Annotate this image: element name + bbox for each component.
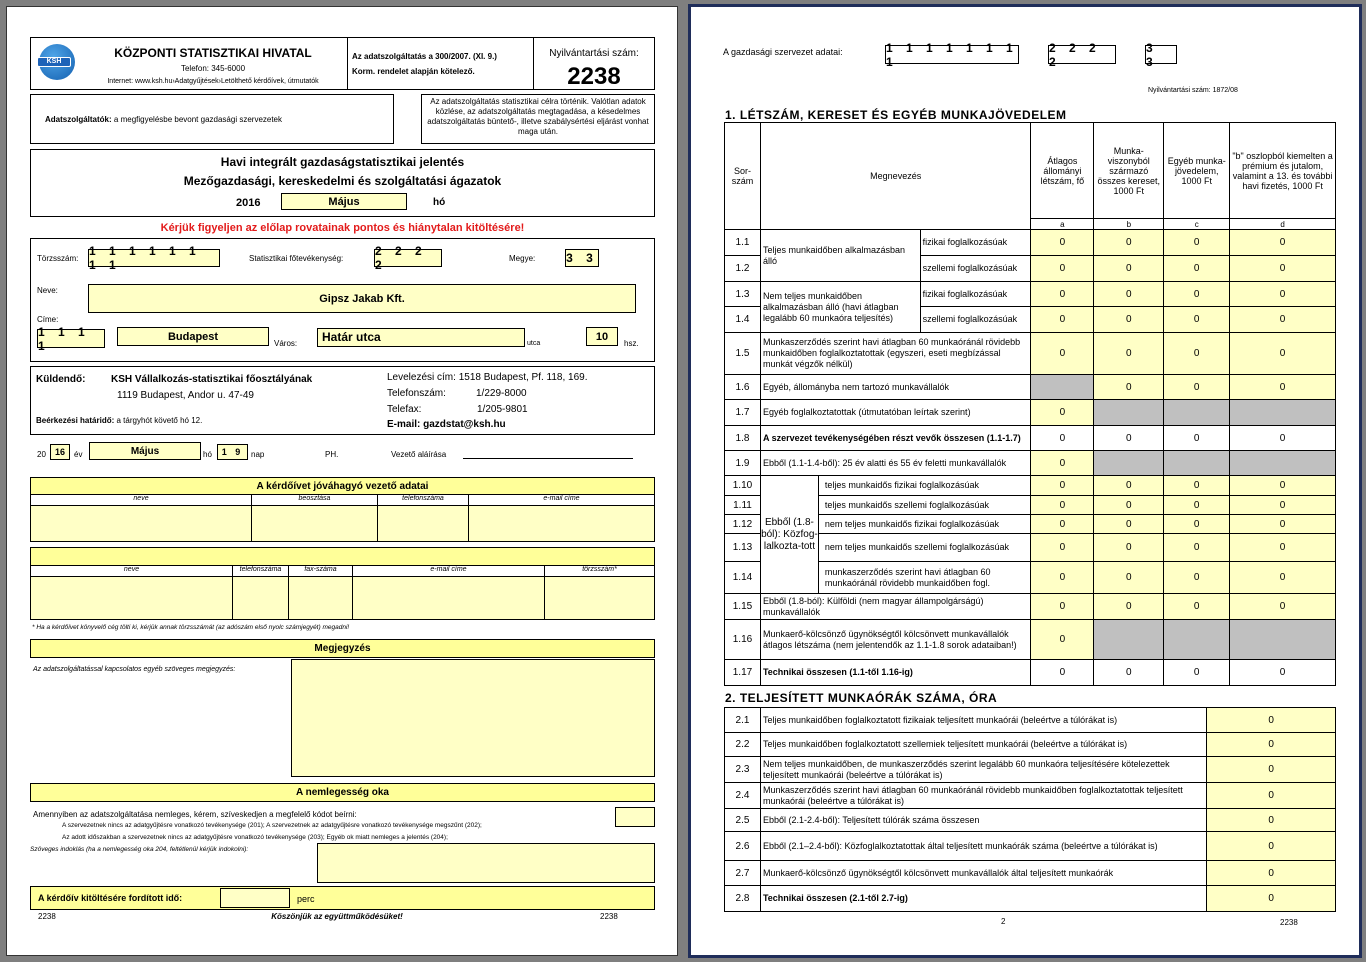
filler-col-fax: fax-száma [289, 566, 353, 577]
table-row [725, 861, 1336, 886]
date-month-label: hó [203, 450, 212, 459]
table-row [725, 886, 1336, 912]
filler-col-torzsszam: törzsszám* [545, 566, 654, 577]
approver-col-name: neve [31, 495, 252, 506]
sender-phone-label: Telefonszám: [387, 388, 446, 399]
cell-a[interactable]: 0 [1031, 620, 1094, 660]
cell-b[interactable]: 0 [1094, 256, 1164, 282]
row-label: Munkaszerződés szerint havi átlagban 60 munkaóránál rövidebb munkaidőben foglalkoztatottak (egyszeri, eseti megbízással munkát végzők nélkül) [760, 333, 1030, 375]
header-col-d: "b" oszlopból kiemelten a prémium és jutalom, valamint a 13. és további havi fizetés, 1000 Ft [1230, 123, 1336, 219]
row-number: 1.4 [725, 307, 761, 333]
approver-table [30, 494, 655, 542]
providers-box [30, 94, 394, 144]
row-number: 1.11 [725, 496, 761, 515]
section2-title: 2. TELJESÍTETT MUNKAÓRÁK SZÁMA, ÓRA [725, 691, 998, 705]
cell-d[interactable]: 0 [1230, 375, 1336, 400]
cell-a[interactable]: 0 [1031, 476, 1094, 496]
filler-col-phone: telefonszáma [233, 566, 289, 577]
row-number: 2.4 [725, 783, 761, 809]
nil-codes-1: A szervezetnek nincs az adatgyűjtésre vonatkozó tevékenysége (201); A szervezetnek az adatgyűjtésre vonatkozó tevékenysége megszűnt (202); [62, 822, 482, 829]
activity-label: Statisztikai főtevékenység: [249, 254, 344, 263]
legal-line-2: Korm. rendelet alapján kötelező. [352, 67, 475, 76]
approver-col-phone: telefonszáma [378, 495, 469, 506]
cell-b: 0 [1094, 660, 1164, 686]
hours-value-cell[interactable]: 0 [1207, 783, 1336, 809]
row-number: 1.14 [725, 562, 761, 594]
cell-b[interactable]: 0 [1094, 282, 1164, 307]
row-label: Egyéb, állományba nem tartozó munkavállalók [760, 375, 1030, 400]
table-row [725, 476, 1336, 496]
date-year-label: év [74, 450, 83, 459]
date-year-field[interactable]: 16 [50, 444, 70, 460]
cell-d: 0 [1230, 660, 1336, 686]
filler-footnote: * Ha a kérdőívet könyvelő cég tölti ki, kérjük annak törzsszámát (az adószám első nyolc számjegyét) megadni! [32, 624, 350, 631]
table-row [725, 594, 1336, 620]
date-prefix: 20 [37, 450, 46, 459]
org-name: KÖZPONTI STATISZTIKAI HIVATAL [114, 46, 312, 60]
row-sub-label: nem teljes munkaidős fizikai foglalkozásúak [818, 515, 1031, 534]
date-day-label: nap [251, 450, 265, 459]
torzsszam-label: Törzsszám: [37, 254, 79, 263]
row-label: Ebből (2.1-2.4-ből): Teljesített túlórák száma összesen [760, 809, 1206, 832]
approver-col-position: beosztása [252, 495, 378, 506]
table-row [725, 733, 1336, 757]
cell-c[interactable]: 0 [1164, 476, 1230, 496]
cell-c-disabled [1164, 451, 1230, 476]
approver-col-email: e-mail címe [469, 495, 654, 506]
form-page-1 [6, 6, 678, 956]
cell-d[interactable]: 0 [1230, 476, 1336, 496]
remark-title: Megjegyzés [30, 639, 655, 658]
sender-fax: 1/205-9801 [477, 404, 528, 415]
deadline-label: Beérkezési határidő: [36, 416, 115, 425]
county-field[interactable]: 3 3 [566, 251, 598, 265]
cell-a[interactable]: 0 [1031, 307, 1094, 333]
row-label: Ebből (1.1-1.4-ből): 25 év alatti és 55 év feletti munkavállalók [760, 451, 1030, 476]
row-label: Nem teljes munkaidőben, de munkaszerződés szerint legalább 60 munkaóra teljesítésére kötelezettek teljesített munkaórái (beleértve a túlórákat is) [760, 757, 1206, 783]
cell-d-disabled [1230, 451, 1336, 476]
p2-footer-number: 2238 [1280, 918, 1298, 927]
row-label: Munkaerő-kölcsönző ügynökségtől kölcsönvett munkavállalók által teljesített munkaórák [760, 861, 1206, 886]
activity-field[interactable]: 2 2 2 2 [374, 249, 442, 267]
hours-value-cell[interactable]: 0 [1207, 708, 1336, 733]
cell-b[interactable]: 0 [1094, 534, 1164, 562]
p2-registration: Nyilvántartási szám: 1872/08 [1148, 87, 1238, 94]
row-sub-label: munkaszerződés szerint havi átlagban 60 munkaóránál rövidebb munkaidőben fogl. [818, 562, 1031, 594]
row-label: Technikai összesen (2.1-től 2.7-ig) [760, 886, 1206, 912]
filler-name-input[interactable] [31, 577, 233, 619]
cell-a[interactable]: 0 [1031, 230, 1094, 256]
address-label: Címe: [37, 315, 59, 324]
table-row [725, 230, 1336, 256]
hours-value-cell[interactable]: 0 [1207, 861, 1336, 886]
row-group-label: Teljes munkaidőben alkalmazásban álló [760, 230, 920, 282]
cell-d[interactable]: 0 [1230, 230, 1336, 256]
nil-reason-input[interactable] [317, 843, 655, 883]
postal-address: Levelezési cím: 1518 Budapest, Pf. 118, 169. [387, 372, 588, 383]
p2-torzsszam: 1 1 1 1 1 1 1 1 [886, 40, 1018, 69]
cell-c[interactable]: 0 [1164, 230, 1230, 256]
p2-page-number: 2 [1001, 917, 1006, 926]
row-number: 2.3 [725, 757, 761, 783]
cell-c-disabled [1164, 620, 1230, 660]
row-number: 1.3 [725, 282, 761, 307]
row-number: 1.9 [725, 451, 761, 476]
row-number: 1.13 [725, 534, 761, 562]
cell-c: 0 [1164, 426, 1230, 451]
cell-b[interactable]: 0 [1094, 230, 1164, 256]
zip-field[interactable]: 1 1 1 1 [37, 329, 105, 348]
cell-b[interactable]: 0 [1094, 515, 1164, 534]
county-label: Megye: [509, 254, 536, 263]
nil-codes-2: Az adott időszakban a szervezetnek nincs az adatgyűjtésre vonatkozó tevékenysége (203); Egyéb ok miatt nemleges a jelentés (204); [62, 834, 448, 841]
cell-d-disabled [1230, 620, 1336, 660]
row-sub-label: fizikai foglalkozásúak [920, 230, 1031, 256]
remark-input[interactable] [291, 659, 655, 777]
cell-a-disabled [1031, 375, 1094, 400]
row-sub-label: teljes munkaidős fizikai foglalkozásúak [818, 476, 1031, 496]
filler-title [30, 547, 655, 566]
cell-d: 0 [1230, 426, 1336, 451]
row-label: Technikai összesen (1.1-től 1.16-ig) [760, 660, 1030, 686]
ph-label: PH. [325, 450, 339, 459]
table-row [725, 620, 1336, 660]
row-number: 1.7 [725, 400, 761, 426]
org-internet: Internet: www.ksh.hu›Adatgyűjtések›Letölthető kérdőívek, útmutatók [107, 78, 319, 85]
cell-c[interactable]: 0 [1164, 515, 1230, 534]
filler-fax-input[interactable] [289, 577, 353, 619]
sender-address: 1119 Budapest, Andor u. 47-49 [117, 390, 254, 401]
header-col-a: Átlagos állományi létszám, fő [1031, 123, 1094, 219]
row-sub-label: fizikai foglalkozásúak [920, 282, 1031, 307]
cell-c[interactable]: 0 [1164, 256, 1230, 282]
cell-a[interactable]: 0 [1031, 333, 1094, 375]
col-letter-a: a [1031, 219, 1094, 230]
cell-b[interactable]: 0 [1094, 375, 1164, 400]
cell-d[interactable]: 0 [1230, 333, 1336, 375]
header-megnevezes: Megnevezés [760, 123, 1030, 230]
cell-c[interactable]: 0 [1164, 282, 1230, 307]
street-label: utca [527, 340, 541, 347]
row-number: 1.15 [725, 594, 761, 620]
header-col-c: Egyéb munka-jövedelem, 1000 Ft [1164, 123, 1230, 219]
cell-c[interactable]: 0 [1164, 333, 1230, 375]
section1-title: 1. LÉTSZÁM, KERESET ÉS EGYÉB MUNKAJÖVEDELEM [725, 108, 1067, 122]
torzsszam-field[interactable]: 1 1 1 1 1 1 1 1 [88, 249, 220, 267]
cell-b[interactable]: 0 [1094, 594, 1164, 620]
row-number: 1.1 [725, 230, 761, 256]
cell-d[interactable]: 0 [1230, 496, 1336, 515]
legal-warning: Az adatszolgáltatás statisztikai célra történik. Valótlan adatok közlése, az adatszolgáltatás megtagadása, a késedelmes adatszolgáltatás büntető-, illetve szabálysértési eljárást vonhat maga után. [421, 94, 655, 144]
col-letter-d: d [1230, 219, 1336, 230]
row-number: 2.7 [725, 861, 761, 886]
city-field[interactable]: Budapest [117, 327, 269, 346]
cell-b[interactable]: 0 [1094, 333, 1164, 375]
row-number: 2.1 [725, 708, 761, 733]
cell-a: 0 [1031, 660, 1094, 686]
deadline [36, 416, 202, 425]
cell-a[interactable]: 0 [1031, 451, 1094, 476]
approver-position-input[interactable] [252, 506, 378, 541]
section2-table [724, 707, 1336, 912]
row-label: Ebből (2.1–2.4-ből): Közfoglalkoztatottak által teljesített munkaórák száma (beleértve a túlórákat is) [760, 832, 1206, 861]
registration-number: 2238 [567, 63, 621, 90]
row-number: 1.10 [725, 476, 761, 496]
row-group-label: Ebből (1.8-ból): Közfog-lalkozta-tott [760, 476, 818, 594]
filler-col-email: e-mail címe [353, 566, 545, 577]
row-number: 1.5 [725, 333, 761, 375]
filler-phone-input[interactable] [233, 577, 289, 619]
cell-c: 0 [1164, 660, 1230, 686]
cell-a[interactable]: 0 [1031, 534, 1094, 562]
cell-a[interactable]: 0 [1031, 515, 1094, 534]
sender-label: Küldendő: [36, 374, 86, 385]
footer-right-number: 2238 [600, 912, 618, 921]
house-number-label: hsz. [624, 339, 639, 348]
row-label: Teljes munkaidőben foglalkoztatott fizikaiak teljesített munkaórái (beleértve a túlórákat is) [760, 708, 1206, 733]
cell-a: 0 [1031, 426, 1094, 451]
filler-torzsszam-input[interactable] [545, 577, 654, 619]
signature-line[interactable] [463, 458, 633, 459]
footer-thanks: Köszönjük az együttműködésüket! [271, 912, 403, 921]
providers-label: Adatszolgáltatók: [45, 115, 112, 124]
report-subtitle: Mezőgazdasági, kereskedelmi és szolgáltatási ágazatok [183, 174, 502, 188]
cell-c[interactable]: 0 [1164, 496, 1230, 515]
row-label: A szervezet tevékenységében részt vevők összesen (1.1-1.7) [760, 426, 1030, 451]
row-label: Munkaszerződés szerint havi átlagban 60 munkaóránál rövidebb munkaidőben foglalkoztatottak teljesített munkaórái (beleértve a túlórákat is) [760, 783, 1206, 809]
col-letter-b: b [1094, 219, 1164, 230]
row-number: 1.16 [725, 620, 761, 660]
row-sub-label: szellemi foglalkozásúak [920, 256, 1031, 282]
approver-email-input[interactable] [469, 506, 654, 541]
time-spent-label: A kérdőív kitöltésére fordított idő: [38, 893, 183, 903]
table-row [725, 451, 1336, 476]
title-box [30, 149, 655, 217]
ksh-logo-icon [39, 44, 75, 80]
cell-b: 0 [1094, 426, 1164, 451]
row-label: Egyéb foglalkoztatottak (útmutatóban leírtak szerint) [760, 400, 1030, 426]
cell-a[interactable]: 0 [1031, 282, 1094, 307]
cell-c-disabled [1164, 400, 1230, 426]
house-number-field[interactable]: 10 [586, 327, 618, 346]
approver-name-input[interactable] [31, 506, 252, 541]
cell-d[interactable]: 0 [1230, 515, 1336, 534]
cell-d-disabled [1230, 400, 1336, 426]
form-page-2 [688, 4, 1362, 958]
cell-d[interactable]: 0 [1230, 534, 1336, 562]
logo-text: KSH [37, 57, 71, 67]
row-number: 2.8 [725, 886, 761, 912]
time-spent-input[interactable] [220, 888, 290, 908]
header-sorszam: Sor-szám [725, 123, 761, 230]
filler-table [30, 565, 655, 620]
sender-phone: 1/229-8000 [476, 388, 527, 399]
hours-value-cell[interactable]: 0 [1207, 832, 1336, 861]
report-month-suffix: hó [433, 197, 446, 208]
time-spent-unit: perc [297, 894, 315, 904]
org-data-label: A gazdasági szervezet adatai: [723, 47, 843, 57]
cell-c[interactable]: 0 [1164, 307, 1230, 333]
table-row [725, 783, 1336, 809]
signature-label: Vezető aláírása [391, 450, 447, 459]
filler-col-name: neve [31, 566, 233, 577]
table-row [725, 375, 1336, 400]
report-year: 2016 [236, 197, 261, 209]
hours-value-cell[interactable]: 0 [1207, 757, 1336, 783]
cell-a[interactable]: 0 [1031, 594, 1094, 620]
cell-b[interactable]: 0 [1094, 307, 1164, 333]
row-sub-label: teljes munkaidős szellemi foglalkozásúak [818, 496, 1031, 515]
name-label: Neve: [37, 286, 58, 295]
sender-email[interactable]: E-mail: gazdstat@ksh.hu [387, 419, 506, 430]
row-label: Munkaerő-kölcsönző ügynökségtől kölcsönvett munkavállalók átlagos létszáma (nem jelentendők az 1.1-1.8 sorok adataiban!) [760, 620, 1030, 660]
hours-value-cell[interactable]: 0 [1207, 733, 1336, 757]
col-letter-c: c [1164, 219, 1230, 230]
row-label: Ebből (1.8-ból): Külföldi (nem magyar állampolgárságú) munkavállalók [760, 594, 1030, 620]
row-number: 1.17 [725, 660, 761, 686]
cell-b[interactable]: 0 [1094, 476, 1164, 496]
cell-c[interactable]: 0 [1164, 375, 1230, 400]
nil-reason-label: Szöveges indoklás (ha a nemlegesség oka 204, feltétlenül kérjük indokolni): [30, 846, 249, 853]
sender-org: KSH Vállalkozás-statisztikai főosztályának [111, 374, 313, 385]
table-row [725, 400, 1336, 426]
cell-d[interactable]: 0 [1230, 282, 1336, 307]
cell-c[interactable]: 0 [1164, 594, 1230, 620]
row-number: 2.6 [725, 832, 761, 861]
header-col-b: Munka-viszonyból származó összes kereset, 1000 Ft [1094, 123, 1164, 219]
table-row [725, 757, 1336, 783]
sender-fax-label: Telefax: [387, 404, 422, 415]
p2-activity: 2 2 2 2 [1048, 45, 1116, 64]
hours-value-cell[interactable]: 0 [1207, 886, 1336, 912]
section1-table [724, 122, 1336, 686]
hours-value-cell[interactable]: 0 [1207, 809, 1336, 832]
report-month-field[interactable]: Május [281, 193, 407, 210]
footer-left-number: 2238 [38, 912, 56, 921]
filler-email-input[interactable] [353, 577, 545, 619]
approver-phone-input[interactable] [378, 506, 469, 541]
nil-code-input[interactable] [615, 807, 655, 827]
p2-county: 3 3 [1145, 45, 1177, 64]
row-label: Teljes munkaidőben foglalkoztatott szellemiek teljesített munkaórái (beleértve a túlórákat is) [760, 733, 1206, 757]
date-month-field[interactable]: Május [89, 442, 201, 460]
registration-label: Nyilvántartási szám: [549, 48, 639, 59]
table-row [725, 282, 1336, 307]
row-number: 1.12 [725, 515, 761, 534]
cell-a[interactable]: 0 [1031, 562, 1094, 594]
approver-title: A kérdőívet jóváhagyó vezető adatai [30, 477, 655, 495]
providers-value: a megfigyelésbe bevont gazdasági szervezetek [113, 115, 283, 124]
cell-d[interactable]: 0 [1230, 307, 1336, 333]
deadline-value: a tárgyhót követő hó 12. [116, 416, 203, 425]
cell-d[interactable]: 0 [1230, 562, 1336, 594]
row-number: 1.6 [725, 375, 761, 400]
time-spent-box [30, 886, 655, 910]
org-phone: Telefon: 345-6000 [180, 64, 246, 73]
nil-instruction: Amennyiben az adatszolgáltatása nemleges, kérem, szíveskedjen a megfelelő kódot beírni: [33, 810, 357, 819]
report-title: Havi integrált gazdaságstatisztikai jelentés [220, 155, 465, 169]
cell-c[interactable]: 0 [1164, 534, 1230, 562]
cell-d[interactable]: 0 [1230, 594, 1336, 620]
cell-b[interactable]: 0 [1094, 562, 1164, 594]
sender-box [30, 366, 655, 435]
date-day-field[interactable]: 1 9 [217, 444, 248, 460]
cell-c[interactable]: 0 [1164, 562, 1230, 594]
row-number: 1.2 [725, 256, 761, 282]
remark-label: Az adatszolgáltatással kapcsolatos egyéb szöveges megjegyzés: [33, 666, 236, 673]
table-row [725, 708, 1336, 733]
cell-d[interactable]: 0 [1230, 256, 1336, 282]
organization-box [30, 238, 655, 362]
table-row [725, 333, 1336, 375]
cell-a[interactable]: 0 [1031, 256, 1094, 282]
row-sub-label: nem teljes munkaidős szellemi foglalkozásúak [818, 534, 1031, 562]
row-number: 2.5 [725, 809, 761, 832]
row-number: 1.8 [725, 426, 761, 451]
ksh-header-box [30, 37, 348, 90]
cell-b-disabled [1094, 620, 1164, 660]
street-field[interactable]: Határ utca [317, 328, 525, 347]
row-sub-label: szellemi foglalkozásúak [920, 307, 1031, 333]
legal-line-1: Az adatszolgáltatás a 300/2007. (XI. 9.) [352, 52, 497, 61]
providers-text [45, 115, 282, 124]
cell-b[interactable]: 0 [1094, 496, 1164, 515]
legal-box [347, 37, 534, 90]
table-row [725, 809, 1336, 832]
cell-b-disabled [1094, 451, 1164, 476]
table-row [725, 660, 1336, 686]
registration-box [533, 37, 655, 90]
row-number: 2.2 [725, 733, 761, 757]
nil-title: A nemlegesség oka [30, 783, 655, 802]
table-row [725, 832, 1336, 861]
org-name-field[interactable]: Gipsz Jakab Kft. [88, 284, 636, 313]
cell-b-disabled [1094, 400, 1164, 426]
row-group-label: Nem teljes munkaidőben alkalmazásban álló (havi átlagban legalább 60 munkaóra teljesítés) [760, 282, 920, 333]
table-row [725, 426, 1336, 451]
city-label: Város: [274, 339, 298, 348]
cell-a[interactable]: 0 [1031, 400, 1094, 426]
fill-notice: Kérjük figyeljen az előlap rovatainak pontos és hiánytalan kitöltésére! [160, 222, 525, 234]
cell-a[interactable]: 0 [1031, 496, 1094, 515]
